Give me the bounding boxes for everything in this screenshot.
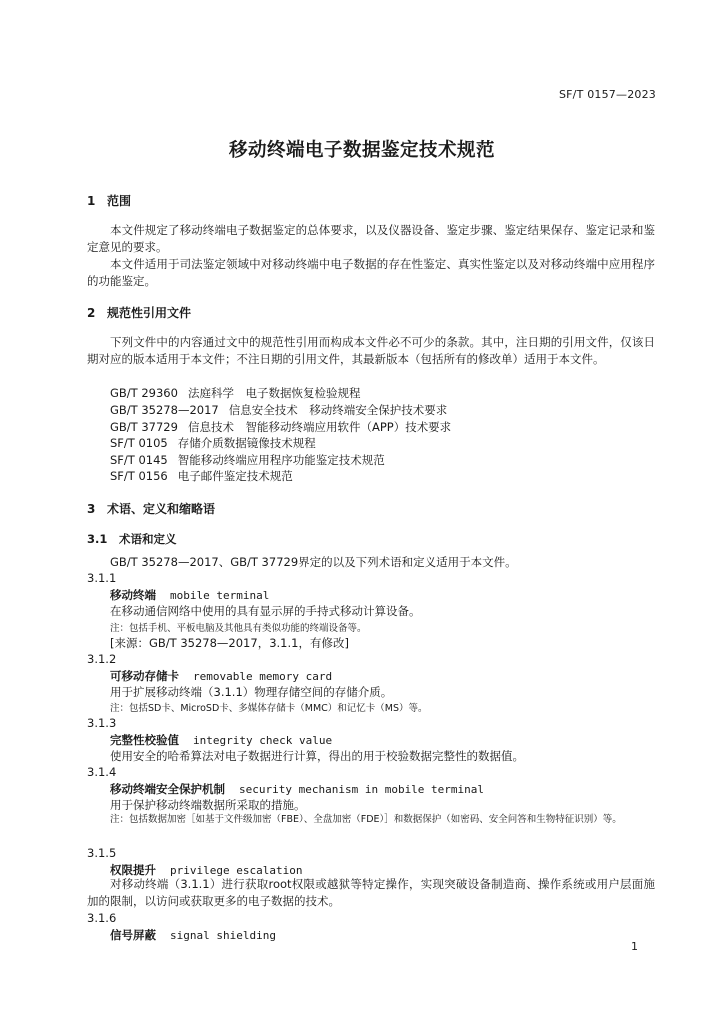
section-title: 术语、定义和缩略语 bbox=[107, 502, 216, 516]
term-heading bbox=[110, 587, 269, 603]
section-title: 规范性引用文件 bbox=[107, 306, 192, 320]
reference-title: 智能移动终端应用程序功能鉴定技术规范 bbox=[177, 453, 385, 467]
section-title: 范围 bbox=[107, 194, 132, 208]
subsection-number: 3.1 bbox=[87, 532, 108, 546]
term-en: privilege escalation bbox=[170, 864, 303, 877]
reference-item bbox=[110, 452, 385, 468]
term-heading bbox=[110, 927, 276, 943]
term-number: 3.1.5 bbox=[87, 846, 117, 860]
term-definition: 在移动通信网络中使用的具有显示屏的手持式移动计算设备。 bbox=[110, 604, 421, 618]
term-zh: 权限提升 bbox=[110, 863, 156, 877]
term-zh: 完整性校验值 bbox=[110, 733, 179, 747]
term-en: signal shielding bbox=[170, 929, 276, 942]
term-en: removable memory card bbox=[193, 670, 333, 683]
term-number: 3.1.3 bbox=[87, 716, 117, 730]
terms-intro: GB/T 35278—2017、GB/T 37729界定的以及下列术语和定义适用于本文件。 bbox=[110, 555, 517, 569]
term-en: integrity check value bbox=[193, 734, 333, 747]
reference-item bbox=[110, 419, 451, 435]
reference-title: 信息技术 智能移动终端应用软件（APP）技术要求 bbox=[187, 420, 452, 434]
term-heading bbox=[110, 781, 484, 797]
reference-code: GB/T 29360 bbox=[110, 386, 178, 400]
term-number: 3.1.2 bbox=[87, 652, 117, 666]
term-en: mobile terminal bbox=[170, 589, 270, 602]
normative-references-intro: 下列文件中的内容通过文中的规范性引用而构成本文件必不可少的条款。其中，注日期的引用文件，仅该日期对应的版本适用于本文件；不注日期的引用文件，其最新版本（包括所有的修改单）适用于本文件。 bbox=[87, 335, 655, 366]
reference-code: SF/T 0156 bbox=[110, 469, 168, 483]
section-number: 1 bbox=[87, 194, 96, 208]
scope-paragraph-2: 本文件适用于司法鉴定领域中对移动终端中电子数据的存在性鉴定、真实性鉴定以及对移动终端中应用程序的功能鉴定。 bbox=[87, 257, 655, 288]
reference-title: 信息安全技术 移动终端安全保护技术要求 bbox=[228, 403, 448, 417]
term-number: 3.1.6 bbox=[87, 911, 117, 925]
term-zh: 移动终端安全保护机制 bbox=[110, 782, 225, 796]
reference-title: 存储介质数据镜像技术规程 bbox=[177, 436, 316, 450]
term-note: 注：包括数据加密［如基于文件级加密（FBE）、全盘加密（FDE）］和数据保护（如密码、安全问答和生物特征识别）等。 bbox=[110, 814, 622, 825]
term-en: security mechanism in mobile terminal bbox=[239, 783, 485, 796]
reference-code: GB/T 37729 bbox=[110, 420, 178, 434]
reference-code: SF/T 0145 bbox=[110, 453, 168, 467]
reference-code: SF/T 0105 bbox=[110, 436, 168, 450]
subsection-title: 术语和定义 bbox=[119, 532, 177, 546]
section-number: 2 bbox=[87, 306, 96, 320]
reference-item bbox=[110, 468, 293, 484]
term-number: 3.1.4 bbox=[87, 765, 117, 779]
section-2-heading bbox=[87, 304, 191, 321]
term-heading bbox=[110, 732, 332, 748]
reference-item bbox=[110, 385, 360, 401]
term-number: 3.1.1 bbox=[87, 571, 117, 585]
term-zh: 移动终端 bbox=[110, 588, 156, 602]
reference-item bbox=[110, 402, 447, 418]
term-definition: 对移动终端（3.1.1）进行获取root权限或越狱等特定操作，实现突破设备制造商、操作系统或用户层面施加的限制，以访问或获取更多的电子数据的技术。 bbox=[87, 877, 655, 908]
reference-title: 电子邮件鉴定技术规范 bbox=[177, 469, 293, 483]
term-note: 注：包括SD卡、MicroSD卡、多媒体存储卡（MMC）和记忆卡（MS）等。 bbox=[110, 703, 428, 714]
header-standard-code: SF/T 0157—2023 bbox=[558, 88, 656, 101]
reference-item bbox=[110, 435, 316, 451]
page-number: 1 bbox=[631, 940, 638, 953]
scope-paragraph-1: 本文件规定了移动终端电子数据鉴定的总体要求，以及仪器设备、鉴定步骤、鉴定结果保存、鉴定记录和鉴定意见的要求。 bbox=[87, 223, 655, 254]
reference-code: GB/T 35278—2017 bbox=[110, 403, 219, 417]
document-title: 移动终端电子数据鉴定技术规范 bbox=[228, 140, 495, 161]
term-heading bbox=[110, 668, 332, 684]
term-zh: 信号屏蔽 bbox=[110, 928, 156, 942]
subsection-3-1-heading bbox=[87, 531, 177, 547]
term-definition: 使用安全的哈希算法对电子数据进行计算，得出的用于校验数据完整性的数据值。 bbox=[110, 749, 524, 763]
section-1-heading bbox=[87, 192, 131, 209]
term-definition: 用于保护移动终端数据所采取的措施。 bbox=[110, 798, 306, 812]
reference-title: 法庭科学 电子数据恢复检验规程 bbox=[187, 386, 361, 400]
section-3-heading bbox=[87, 500, 215, 517]
term-note: 注：包括手机、平板电脑及其他具有类似功能的终端设备等。 bbox=[110, 623, 367, 634]
term-zh: 可移动存储卡 bbox=[110, 669, 179, 683]
term-definition: 用于扩展移动终端（3.1.1）物理存储空间的存储介质。 bbox=[110, 685, 393, 699]
section-number: 3 bbox=[87, 502, 96, 516]
term-source: [来源：GB/T 35278—2017，3.1.1，有修改] bbox=[110, 636, 349, 650]
